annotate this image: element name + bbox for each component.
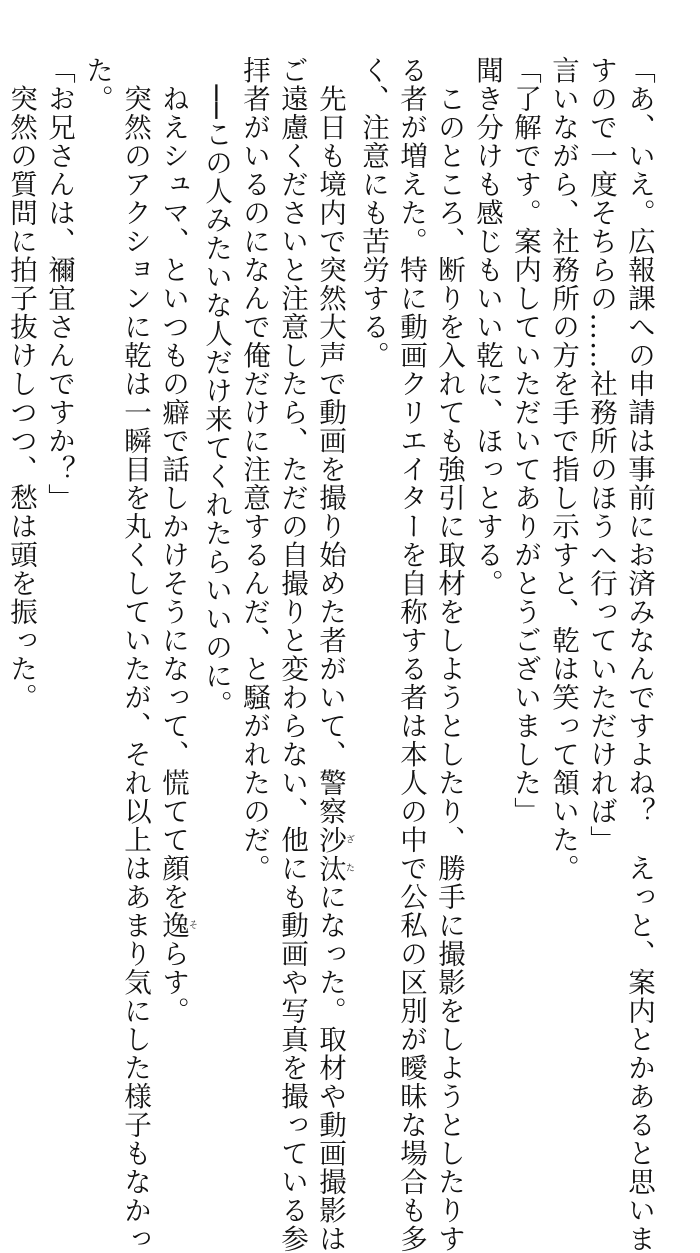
text-line-1: 「あ、いえ。広報課への申請は事前にお済みなんですよね？ えっと、案内とかあると思いま: [623, 56, 655, 1253]
text-line-6: このところ、断りを入れても強引に取材をしようとしたり、勝手に撮影をしようとしたりす: [433, 56, 465, 1253]
text-line-3: 言いながら、社務所の方を手で指し示すと、乾は笑って頷いた。: [547, 56, 579, 883]
text-line-9: 先日も境内で突然大声で動画を撮り始めた者がいて、警察沙ざ汰たになった。取材や動画撮影は: [314, 56, 354, 1253]
text-line-14: 突然のアクションに乾は一瞬目を丸くしていたが、それ以上はあまり気にした様子もなかっ: [119, 56, 151, 1253]
text-line-8: く、注意にも苦労する。: [357, 56, 389, 370]
text-line-16: 「お兄さんは、禰宜さんですか？」: [43, 56, 75, 512]
text-line-15: た。: [81, 56, 113, 113]
text-line-17: 突然の質問に拍子抜けしつつ、愁は頭を振った。: [5, 56, 37, 712]
text-line-4: 「了解です。案内していただいてありがとうございました」: [509, 56, 541, 826]
ruby-ta: た: [344, 854, 354, 883]
ruby-za: ざ: [344, 825, 354, 854]
text-line-12: ──この人みたいな人だけ来てくれたらいいのに。: [200, 56, 232, 719]
text-line-7: る者が増えた。特に動画クリエイターを自称する者は本人の中で公私の区別が曖昧な場合も多: [395, 56, 427, 1253]
text-line-13: ねえシュマ、といつもの癖で話しかけそうになって、慌てて顔を逸そらす。: [157, 56, 197, 1025]
vertical-text-block: [5, 56, 658, 1253]
text-line-11: 拝者がいるのになんで俺だけに注意するんだ、と騒がれたのだ。: [238, 56, 270, 883]
text-line-10: ご遠慮くださいと注意したら、ただの自撮りと変わらない、他にも動画や写真を撮っている参: [276, 56, 308, 1253]
text-line-2: すので一度そちらの……社務所のほうへ行っていただければ」: [585, 56, 617, 854]
text-line-5: 聞き分けも感じもいい乾に、ほっとする。: [471, 56, 503, 598]
ruby-so: そ: [187, 911, 197, 940]
